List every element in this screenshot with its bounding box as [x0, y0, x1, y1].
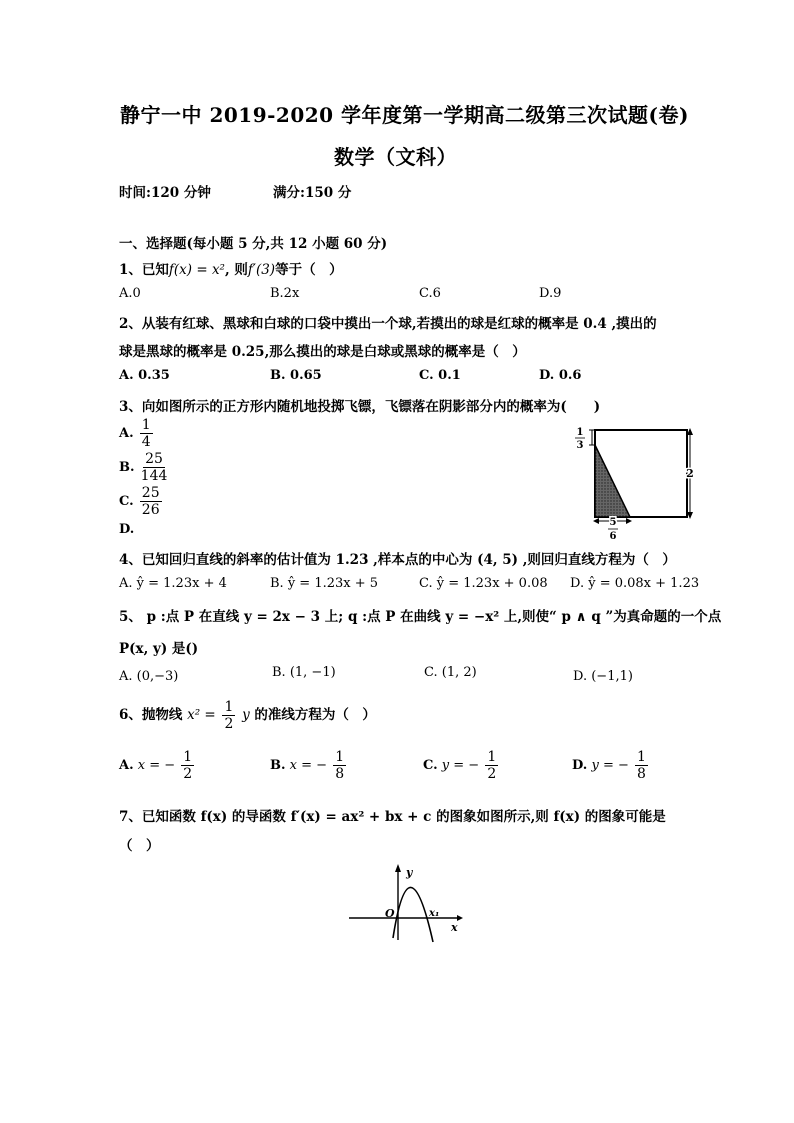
- q7-derivative-graph: [345, 860, 465, 944]
- q6-a-label: A.: [119, 758, 134, 773]
- q3-b-label: B.: [119, 460, 135, 475]
- question-5-line2: P(x, y) 是(): [119, 641, 199, 657]
- q2-option-d[interactable]: D. 0.6: [539, 368, 582, 383]
- origin-label: O: [385, 907, 395, 920]
- q6-d-den: 8: [637, 766, 646, 782]
- q3-a-den: 4: [141, 434, 151, 450]
- q2-option-c[interactable]: C. 0.1: [419, 368, 461, 383]
- question-2-line2: 球是黑球的概率是 0.25,那么摸出的球是白球或黑球的概率是（ ）: [119, 344, 526, 360]
- exam-score: 满分:150 分: [273, 185, 352, 201]
- q3-c-den: 26: [141, 502, 160, 518]
- q1-option-a[interactable]: A.0: [119, 286, 141, 301]
- q3-b-num: 25: [145, 451, 163, 467]
- q1-expr: f′(3): [247, 262, 276, 278]
- exam-subtitle: 数学（文科）: [334, 145, 457, 169]
- q4-option-a[interactable]: A. ŷ = 1.23x + 4: [119, 576, 227, 591]
- q6-option-c[interactable]: [423, 750, 500, 781]
- q3-option-d[interactable]: [119, 522, 134, 537]
- q6-b-var: x = −: [289, 758, 328, 773]
- q6-c-den: 2: [487, 766, 497, 782]
- q6-a-fraction: [181, 750, 194, 781]
- q3-c-num: 25: [141, 485, 160, 501]
- question-4: 4、已知回归直线的斜率的估计值为 1.23 ,样本点的中心为 (4, 5) ,则回归直线方程为（ ）: [119, 552, 676, 568]
- q3-c-fraction: [140, 486, 162, 517]
- q6-suffix: 的准线方程为（ ）: [254, 707, 376, 723]
- q6-c-var: y = −: [441, 758, 480, 773]
- q6-d-num: 1: [637, 749, 646, 765]
- q1-option-d[interactable]: D.9: [539, 286, 562, 301]
- question-7-line2: （ ）: [119, 838, 160, 854]
- q1-option-c[interactable]: C.6: [419, 286, 441, 301]
- q6-d-label: D.: [572, 758, 588, 773]
- q4-option-b[interactable]: B. ŷ = 1.23x + 5: [270, 576, 379, 591]
- q6-b-den: 8: [335, 766, 345, 782]
- q6-a-var: x = −: [137, 758, 176, 773]
- question-5-line1: 5、 p :点 P 在直线 y = 2x − 3 上; q :点 P 在曲线 y = −x² 上,则使“ p ∧ q ”为真命题的一个点: [119, 609, 722, 625]
- q3-c-label: C.: [119, 494, 134, 509]
- q3-option-b[interactable]: [119, 452, 169, 483]
- q6-prefix: 6、抛物线: [119, 707, 183, 723]
- q1-prefix: 1、已知: [119, 262, 169, 278]
- q3-d-label: D.: [119, 522, 135, 537]
- question-2-line1: 2、从装有红球、黑球和白球的口袋中摸出一个球,若摸出的球是红球的概率是 0.4 ,摸出的: [119, 316, 657, 332]
- q6-c-fraction: [485, 750, 498, 781]
- q6-d-var: y = −: [591, 758, 629, 773]
- question-7-line1: 7、已知函数 f(x) 的导函数 f′(x) = ax² + bx + c 的图象如图所示,则 f(x) 的图象可能是: [119, 809, 666, 825]
- question-3: 3、向如图所示的正方形内随机地投掷飞镖，飞镖落在阴影部分内的概率为( ): [119, 399, 601, 415]
- exam-title: 静宁一中 2019-2020 学年度第一学期高二级第三次试题(卷): [120, 103, 689, 127]
- q1-option-b[interactable]: B.2x: [270, 286, 300, 301]
- q6-a-num: 1: [183, 749, 193, 765]
- derivative-curve: [393, 887, 433, 942]
- q3-b-fraction: [141, 452, 168, 483]
- root-label: x₁: [429, 908, 440, 919]
- q3-a-num: 1: [141, 417, 151, 433]
- q5-option-a[interactable]: A. (0,−3): [119, 669, 179, 684]
- q6-c-label: C.: [423, 758, 438, 773]
- side-label: 2: [686, 467, 694, 480]
- top-label-num: 1: [576, 427, 584, 438]
- section-heading: 一、选择题(每小题 5 分,共 12 小题 60 分): [119, 236, 388, 252]
- q6-eq-fraction: [222, 700, 235, 731]
- q3-option-c[interactable]: [119, 486, 164, 517]
- q6-eq-left: x² =: [187, 707, 216, 723]
- shaded-region: [595, 445, 630, 517]
- q6-option-b[interactable]: [270, 750, 348, 781]
- q3-a-fraction: [140, 418, 153, 449]
- exam-time: 时间:120 分钟: [119, 185, 211, 201]
- q6-eq-num: 1: [224, 699, 234, 715]
- q3-option-a[interactable]: [119, 418, 155, 449]
- q6-option-d[interactable]: [572, 750, 650, 781]
- top-label-den: 3: [576, 440, 584, 451]
- q6-d-fraction: [635, 750, 648, 781]
- q3-square-figure: [568, 422, 698, 544]
- q6-b-num: 1: [335, 749, 345, 765]
- q6-b-fraction: [333, 750, 346, 781]
- x-axis-label: x: [451, 921, 458, 934]
- q2-option-b[interactable]: B. 0.65: [270, 368, 322, 383]
- q6-b-label: B.: [270, 758, 286, 773]
- q5-option-c[interactable]: C. (1, 2): [424, 665, 477, 680]
- y-axis-label: y: [406, 866, 413, 879]
- q6-eq-right: y: [242, 707, 250, 723]
- q4-option-c[interactable]: C. ŷ = 1.23x + 0.08: [419, 576, 548, 591]
- question-6: [119, 700, 376, 731]
- q1-mid: , 则: [224, 262, 248, 278]
- q5-option-b[interactable]: B. (1, −1): [272, 665, 336, 680]
- q4-option-d[interactable]: D. ŷ = 0.08x + 1.23: [570, 576, 700, 591]
- q1-suffix: 等于（ ）: [275, 262, 343, 278]
- bottom-label-den: 6: [609, 531, 617, 542]
- q3-b-den: 144: [140, 468, 168, 484]
- q5-option-d[interactable]: D. (−1,1): [573, 669, 633, 684]
- question-1: [119, 258, 343, 278]
- q6-option-a[interactable]: [119, 750, 196, 781]
- bottom-label-num: 5: [609, 517, 617, 528]
- q2-option-a[interactable]: A. 0.35: [119, 368, 170, 383]
- q3-a-label: A.: [119, 426, 134, 441]
- q6-a-den: 2: [183, 766, 193, 782]
- q6-c-num: 1: [487, 749, 497, 765]
- q1-formula: f(x) = x²: [168, 262, 225, 278]
- q6-eq-den: 2: [224, 716, 234, 732]
